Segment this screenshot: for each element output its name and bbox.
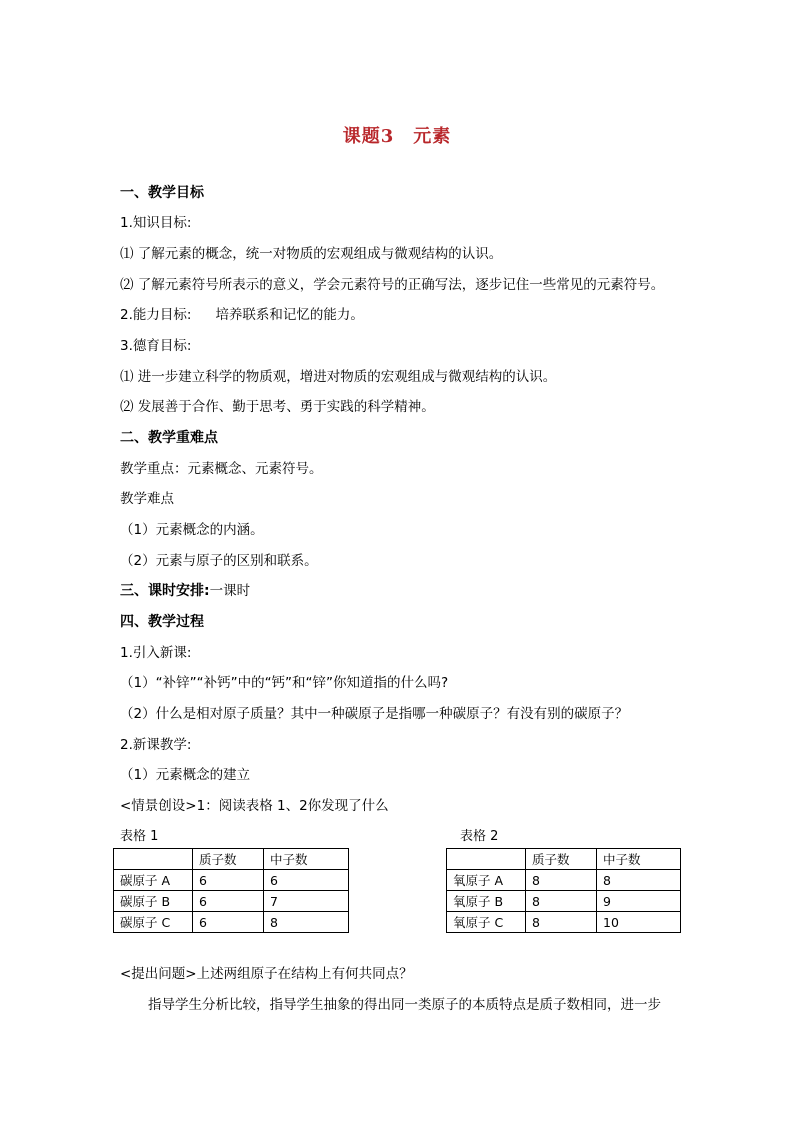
table-cell: 8 (526, 912, 597, 933)
schedule-line (120, 582, 250, 600)
table2-caption: 表格 2 (460, 829, 499, 844)
new-lesson-item-1: （1）元素概念的建立 (120, 767, 251, 783)
table-2 (446, 848, 681, 933)
table-cell: 8 (264, 912, 349, 933)
table-row (447, 870, 681, 891)
difficulty-label: 教学难点 (120, 491, 174, 507)
table-cell: 质子数 (526, 849, 597, 870)
table-cell: 氧原子 C (447, 912, 526, 933)
table-cell: 中子数 (597, 849, 681, 870)
ability-goal-text: 培养联系和记忆的能力。 (215, 307, 364, 323)
page-title: 课题3 元素 (342, 126, 452, 147)
table-cell: 质子数 (193, 849, 264, 870)
intro-question-2: （2）什么是相对原子质量？其中一种碳原子是指哪一种碳原子？有没有别的碳原子？ (120, 706, 629, 722)
table-cell: 碳原子 A (114, 870, 193, 891)
table-cell: 氧原子 B (447, 891, 526, 912)
table-cell: 8 (597, 870, 681, 891)
table1-caption: 表格 1 (120, 829, 159, 844)
ability-goal-label: 2.能力目标: (120, 307, 192, 323)
schedule-value: 一课时 (209, 583, 251, 599)
table-header-row (114, 849, 349, 870)
difficulty-1: （1）元素概念的内涵。 (120, 522, 264, 538)
table-cell: 9 (597, 891, 681, 912)
section-heading-key-points: 二、教学重难点 (120, 430, 218, 446)
table-cell: 氧原子 A (447, 870, 526, 891)
table-cell: 8 (526, 870, 597, 891)
table-cell: 7 (264, 891, 349, 912)
table-cell: 6 (193, 912, 264, 933)
section-heading-schedule: 三、课时安排: (120, 583, 210, 599)
table-header-row (447, 849, 681, 870)
table-row (114, 891, 349, 912)
table-cell: 8 (526, 891, 597, 912)
new-lesson-label: 2.新课教学: (120, 737, 192, 753)
ability-goal (120, 306, 364, 324)
key-point-text: 教学重点：元素概念、元素符号。 (120, 461, 323, 477)
intro-question-1: （1）“补锌”“补钙”中的“钙”和“锌”你知道指的什么吗? (120, 675, 449, 691)
table-row (447, 891, 681, 912)
moral-goal-label: 3.德育目标: (120, 338, 192, 354)
table-cell: 碳原子 C (114, 912, 193, 933)
moral-goal-1: ⑴ 进一步建立科学的物质观，增进对物质的宏观组成与微观结构的认识。 (120, 369, 557, 385)
moral-goal-2: ⑵ 发展善于合作、勤于思考、勇于实践的科学精神。 (120, 399, 435, 415)
table-cell (114, 849, 193, 870)
table-cell: 10 (597, 912, 681, 933)
table-cell: 6 (193, 891, 264, 912)
table-cell: 6 (264, 870, 349, 891)
table-cell: 6 (193, 870, 264, 891)
table-cell (447, 849, 526, 870)
table-cell: 中子数 (264, 849, 349, 870)
difficulty-2: （2）元素与原子的区别和联系。 (120, 553, 318, 569)
intro-label: 1.引入新课: (120, 645, 192, 661)
table-1 (113, 848, 349, 933)
knowledge-goal-label: 1.知识目标: (120, 215, 192, 231)
scenario-text: <情景创设>1：阅读表格 1、2你发现了什么 (120, 798, 389, 814)
knowledge-goal-1: ⑴ 了解元素的概念，统一对物质的宏观组成与微观结构的认识。 (120, 246, 503, 262)
problem-text: <提出问题>上述两组原子在结构上有何共同点？ (120, 966, 413, 982)
table-row (447, 912, 681, 933)
guide-text: 指导学生分析比较，指导学生抽象的得出同一类原子的本质特点是质子数相同，进一步 (148, 997, 661, 1013)
table-row (114, 870, 349, 891)
knowledge-goal-2: ⑵ 了解元素符号所表示的意义，学会元素符号的正确写法，逐步记住一些常见的元素符号。 (120, 277, 665, 293)
table-row (114, 912, 349, 933)
section-heading-objectives: 一、教学目标 (120, 185, 204, 201)
section-heading-process: 四、教学过程 (120, 614, 204, 630)
table-cell: 碳原子 B (114, 891, 193, 912)
